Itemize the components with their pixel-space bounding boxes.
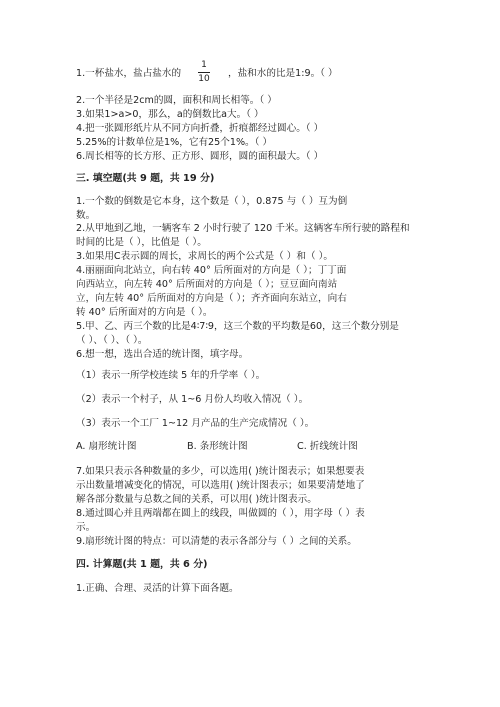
fraction-numerator: 1	[201, 60, 207, 70]
fill-line: 5.甲、乙、丙三个数的比是4∶7∶9，这三个数的平均数是60，这三个数分别是	[76, 321, 399, 332]
judge-q6: 6.周长相等的长方形、正方形、圆形，圆的面积最大。（ ）	[76, 151, 324, 162]
chart-choice-sub1: （1）表示一所学校连续 5 年的升学率（ ）。	[76, 370, 266, 381]
judge-q2: 2.一个半径是2cm的圆，面积和周长相等。（ ）	[76, 95, 277, 106]
judge-q3: 3.如果1>a>0，那么，a的倒数比a大。（ ）	[76, 109, 264, 120]
section-title-calc: 四. 计算题(共 1 题，共 6 分)	[76, 559, 208, 570]
chart-choice-sub3: （3）表示一个工厂 1~12 月产品的生产完成情况（ ）。	[76, 418, 315, 429]
fill-line: 转 40° 后所面对的方向是（ ）。	[76, 307, 213, 318]
fraction-one-tenth	[198, 60, 210, 85]
judge-q1-end: ，盐和水的比是1:9。（ ）	[228, 68, 338, 79]
fill-line: 示出数量增减变化的情况，可以选用( )统计图表示；如果要清楚地了	[76, 480, 365, 491]
fill-line: 向西站立，向左转 40° 后所面对的方向是（ ）；豆豆面向南站	[76, 279, 338, 290]
fill-line: 立，向左转 40° 后所面对的方向是（ ）；齐齐面向东站立，向右	[76, 293, 347, 304]
fill-line: 9.扇形统计图的特点：可以清楚的表示各部分与（ ）之间的关系。	[76, 536, 357, 547]
fill-line: 时间的比是（ ），比值是（ ）。	[76, 237, 207, 248]
fill-line: 3.如果用C表示圆的周长，求周长的两个公式是（ ）和（ ）。	[76, 251, 333, 262]
chart-choice-sub2: （2）表示一个村子，从 1~6 月份人均收入情况（ ）。	[76, 394, 309, 405]
fill-line: 解各部分数量与总数之间的关系，可以用( )统计图表示。	[76, 494, 317, 505]
judge-q1-start: 1.一杯盐水，盐占盐水的	[76, 68, 182, 79]
fill-line: 4.丽丽面向北站立，向右转 40° 后所面对的方向是（ ）；丁丁面	[76, 265, 347, 276]
fill-line: （ ）、（ ）、（ ）。	[76, 335, 148, 346]
fill-line: 6.想一想，选出合适的统计图，填字母。	[76, 349, 249, 360]
calc-q1: 1.正确、合理、灵活的计算下面各题。	[76, 583, 239, 594]
fill-line: 示。	[76, 522, 96, 533]
option-c: C. 折线统计图	[297, 441, 358, 452]
fill-line: 数。	[76, 210, 96, 221]
fraction-denominator: 10	[198, 74, 210, 84]
option-b: B. 条形统计图	[187, 441, 248, 452]
option-a: A. 扇形统计图	[76, 441, 137, 452]
fill-line: 1.一个数的倒数是它本身，这个数是（ ），0.875 与（ ）互为倒	[76, 196, 348, 207]
fill-line: 2.从甲地到乙地，一辆客车 2 小时行驶了 120 千米。这辆客车所行驶的路程和	[76, 223, 410, 234]
judge-q4: 4.把一张圆形纸片从不同方向折叠，折痕都经过圆心。（ ）	[76, 123, 324, 134]
section-title-fill: 三. 填空题(共 9 题，共 19 分)	[76, 173, 215, 184]
fill-line: 8.通过圆心并且两端都在圆上的线段，叫做圆的（ ），用字母（ ）表	[76, 508, 365, 519]
fill-line: 7.如果只表示各种数量的多少，可以选用( )统计图表示；如果想要表	[76, 466, 365, 477]
judge-q5: 5.25%的计数单位是1%，它有25个1%。（ ）	[76, 137, 273, 148]
